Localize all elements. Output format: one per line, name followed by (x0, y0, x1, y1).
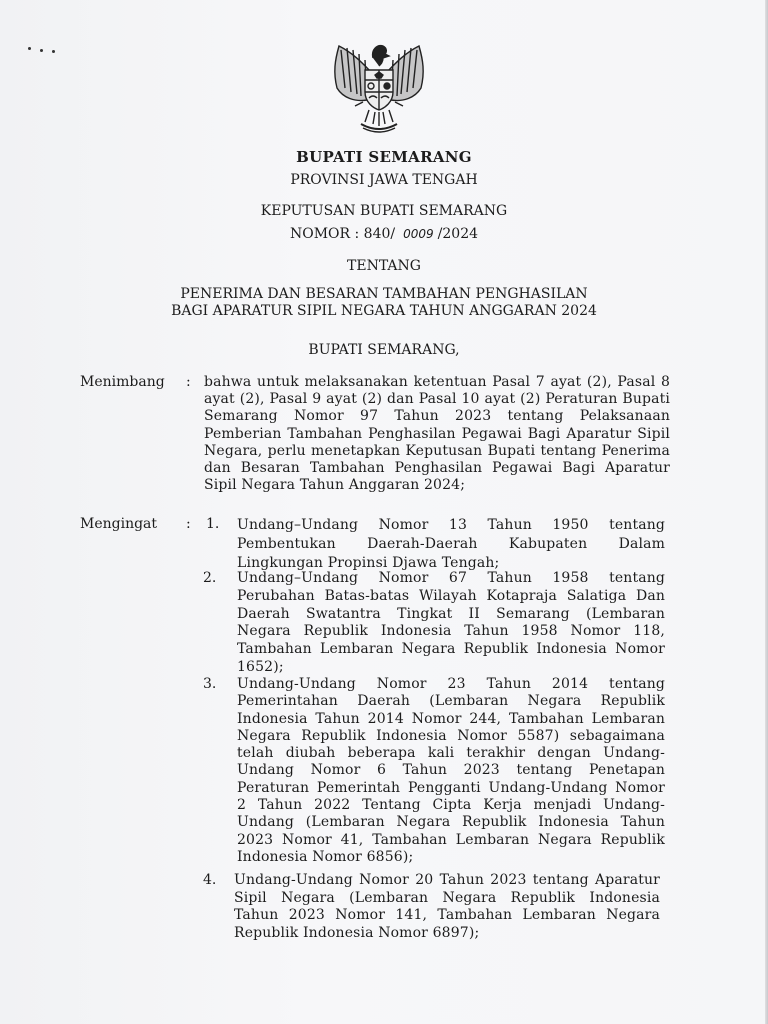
decree-title: KEPUTUSAN BUPATI SEMARANG (260, 203, 508, 219)
province-name: PROVINSI JAWA TENGAH (290, 172, 478, 188)
menimbang-text: bahwa untuk melaksanakan ketentuan Pasal 7 ayat (2), Pasal 8 ayat (2), Pasal 9 ayat (2) dan Pasal 10 ayat (2) Peraturan Bupati Semarang Nomor 97 Tahun 2023 tentang Pelaksanaan Pemberian Tambahan Penghasilan Pegawai Bagi Aparatur Sipil Negara, perlu menetapkan Keputusan Bupati tentang Penerima dan Besaran Tambahan Penghasilan Pegawai Bagi Aparatur Sipil Negara Tahun Anggaran 2024; (204, 374, 670, 494)
issuer-title: BUPATI SEMARANG (296, 148, 472, 166)
list-item: Undang–Undang Nomor 13 Tahun 1950 tentang Pembentukan Daerah-Daerah Kabupaten Dalam Lingkungan Propinsi Djawa Tengah; (237, 517, 665, 571)
list-item-number: 4. (203, 872, 217, 888)
garuda-emblem-icon (325, 36, 433, 136)
scan-specks (28, 44, 58, 54)
decree-number (0, 226, 768, 242)
tentang-heading: TENTANG (347, 258, 421, 274)
list-item: Undang-Undang Nomor 23 Tahun 2014 tentang Pemerintahan Daerah (Lembaran Negara Republik Indonesia Tahun 2014 Nomor 244, Tambahan Lembaran Negara Republik Indonesia Nomor 5587) sebagaimana telah diubah beberapa kali terakhir dengan Undang-Undang Nomor 6 Tahun 2023 tentang Penetapan Peraturan Pemerintah Pengganti Undang-Undang Nomor 2 Tahun 2022 Tentang Cipta Kerja menjadi Undang-Undang (Lembaran Negara Republik Indonesia Tahun 2023 Nomor 41, Tambahan Lembaran Negara Republik Indonesia Nomor 6856); (237, 676, 665, 865)
subject-line-2: BAGI APARATUR SIPIL NEGARA TAHUN ANGGARAN 2024 (171, 303, 597, 319)
list-item-number: 2. (203, 570, 217, 586)
mengingat-colon: : (186, 516, 191, 532)
number-handwritten: 0009 (403, 227, 434, 241)
list-item-number: 3. (203, 676, 217, 692)
list-item: Undang–Undang Nomor 67 Tahun 1958 tentang Perubahan Batas-batas Wilayah Kotapraja Salatiga Dan Daerah Swatantra Tingkat II Semarang (Lembaran Negara Republik Indonesia Tahun 1958 Nomor 118, Tambahan Lembaran Negara Republik Indonesia Nomor 1652); (237, 570, 665, 675)
number-prefix: NOMOR : 840/ (289, 226, 396, 242)
menimbang-label: Menimbang (80, 374, 165, 390)
subject-line-1: PENERIMA DAN BESARAN TAMBAHAN PENGHASILAN (180, 286, 588, 302)
number-suffix: /2024 (437, 226, 479, 242)
list-item-number: 1. (206, 516, 220, 532)
menimbang-colon: : (186, 374, 191, 390)
issuer-signature-heading: BUPATI SEMARANG, (308, 342, 460, 358)
mengingat-label: Mengingat (80, 516, 158, 532)
list-item: Undang-Undang Nomor 20 Tahun 2023 tentang Aparatur Sipil Negara (Lembaran Negara Republik Indonesia Tahun 2023 Nomor 141, Tambahan Lembaran Negara Republik Indonesia Nomor 6897); (234, 872, 660, 941)
